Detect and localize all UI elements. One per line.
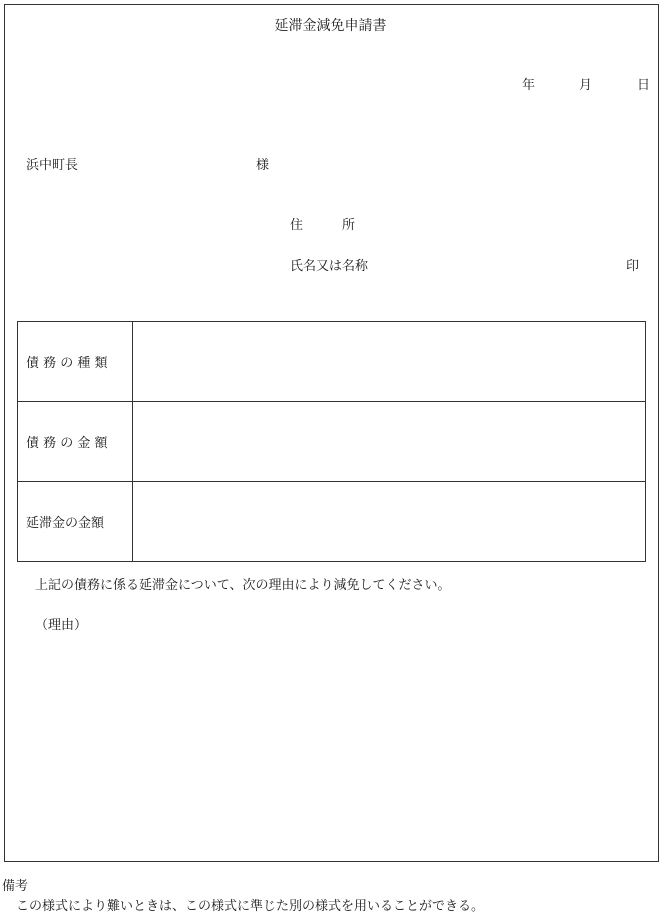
debt-type-label: 債 務 の 種 類	[18, 322, 133, 402]
debt-info-table	[17, 321, 646, 562]
addressee-honorific: 様	[256, 158, 270, 173]
table-row	[18, 482, 646, 562]
late-fee-amount-label: 延滞金の金額	[18, 482, 133, 562]
month-label: 月	[579, 78, 593, 93]
debt-amount-field[interactable]	[133, 402, 646, 482]
notes-heading: 備考	[2, 879, 29, 894]
reason-label: （理由）	[35, 618, 88, 633]
table-row	[18, 402, 646, 482]
debt-type-field[interactable]	[133, 322, 646, 402]
year-label: 年	[522, 78, 536, 93]
notes-text: この様式により難いときは、この様式に準じた別の様式を用いることができる。	[16, 899, 485, 914]
day-label: 日	[637, 78, 651, 93]
request-text: 上記の債務に係る延滞金について、次の理由により減免してください。	[35, 578, 451, 593]
address-label: 住 所	[290, 218, 356, 233]
name-label: 氏名又は名称	[290, 259, 369, 274]
debt-amount-label: 債 務 の 金 額	[18, 402, 133, 482]
addressee-name: 浜中町長	[26, 158, 79, 173]
seal-label: 印	[626, 259, 640, 274]
late-fee-amount-field[interactable]	[133, 482, 646, 562]
table-row	[18, 322, 646, 402]
form-title: 延滞金減免申請書	[274, 18, 387, 34]
